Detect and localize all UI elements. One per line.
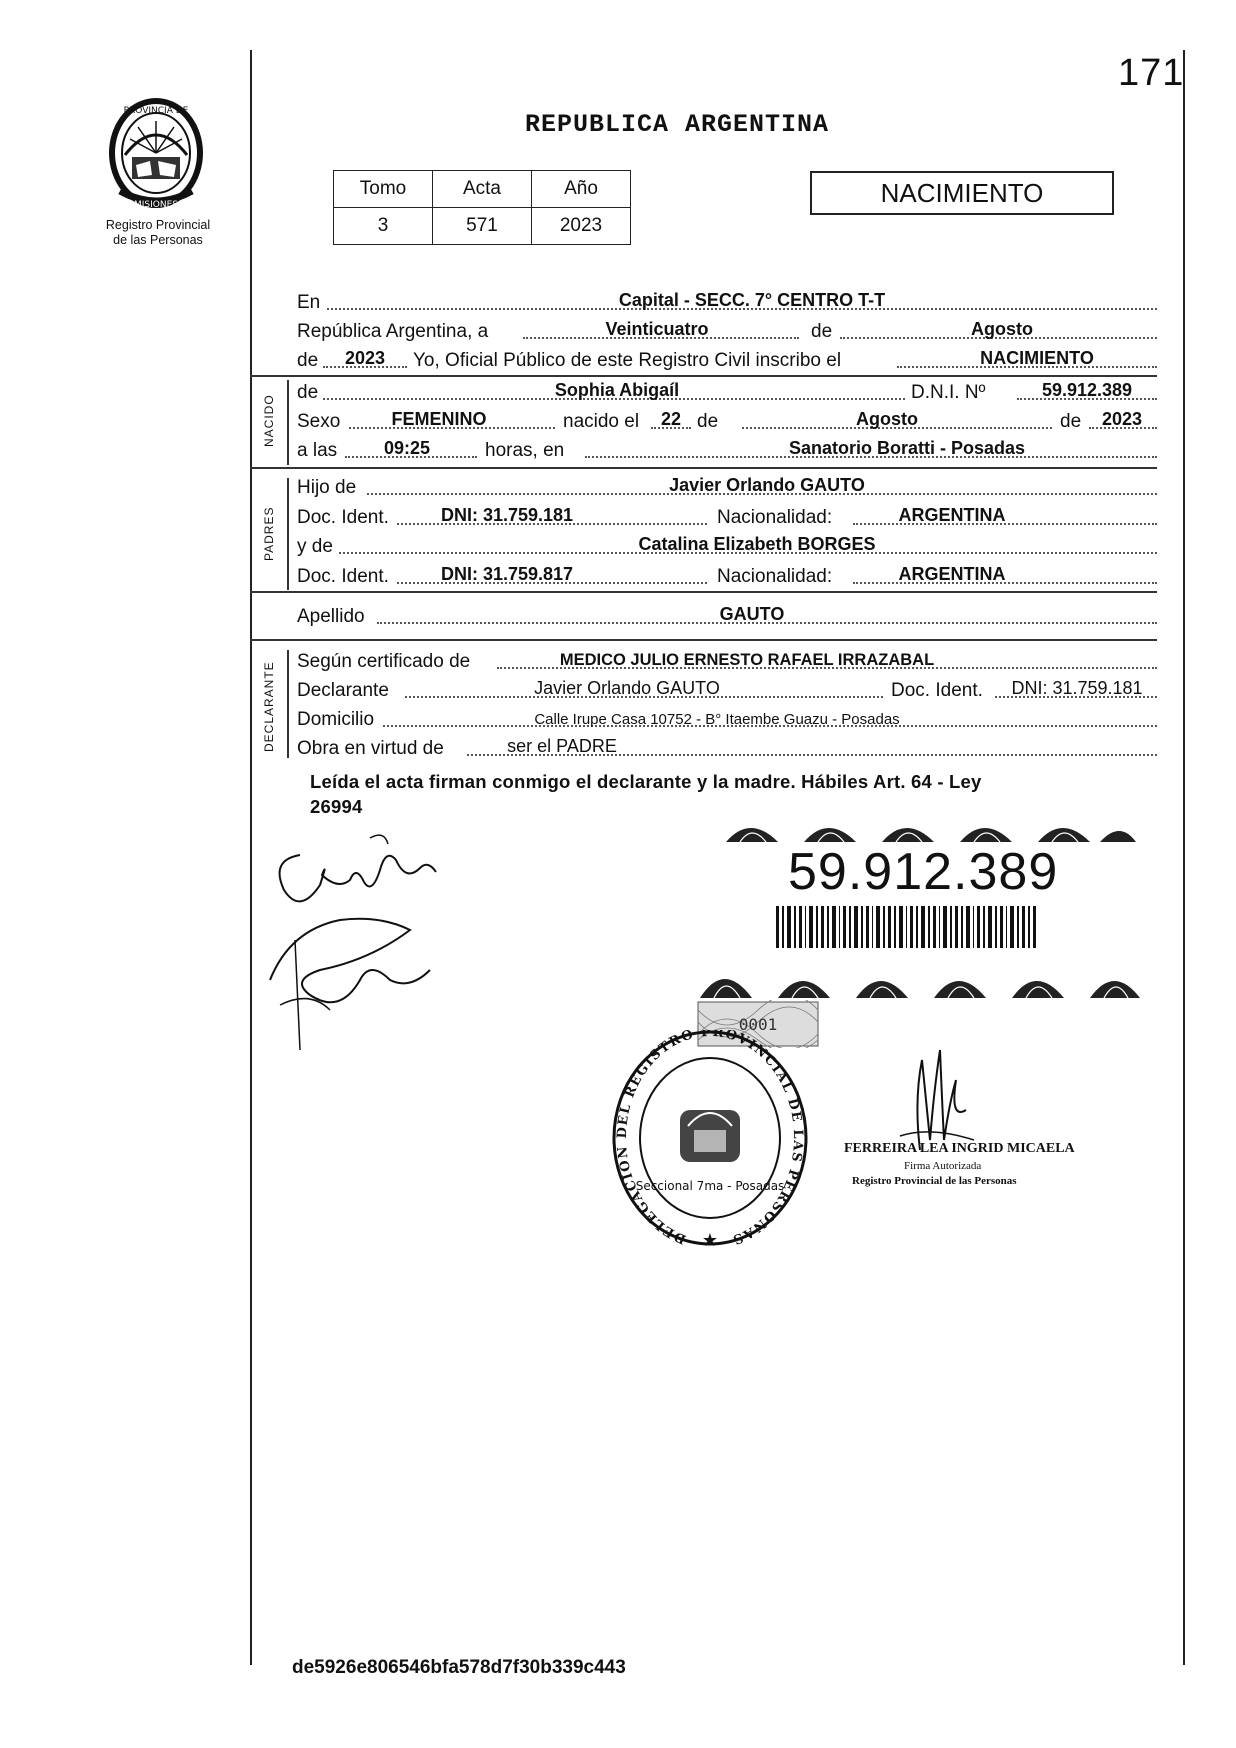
apellido-label: Apellido bbox=[297, 606, 365, 627]
birth-year: 2023 bbox=[1101, 409, 1143, 429]
seal-outer-text: DELEGACION DEL REGISTRO PROVINCIAL DE LAS PERSONAS bbox=[614, 1030, 806, 1248]
de-label-3: de bbox=[297, 382, 319, 403]
declarante-section-label: DECLARANTE bbox=[262, 661, 276, 752]
official-signature bbox=[880, 1040, 980, 1152]
seal-text-top: PROVINCIA DE bbox=[123, 106, 189, 116]
anio-value: 2023 bbox=[532, 208, 631, 245]
obra-label: Obra en virtud de bbox=[297, 738, 444, 759]
en-label: En bbox=[297, 292, 321, 313]
declarante-label: Declarante bbox=[297, 680, 389, 701]
row-padre-doc bbox=[297, 502, 1157, 532]
hijo-de-label: Hijo de bbox=[297, 477, 357, 498]
closing-text-line1: Leída el acta firman conmigo el declarante y la madre. Hábiles Art. 64 - Ley bbox=[310, 771, 982, 792]
sexo-label: Sexo bbox=[297, 411, 341, 432]
row-certificado bbox=[297, 646, 1157, 676]
event-value: NACIMIENTO bbox=[980, 348, 1094, 368]
row-madre-doc bbox=[297, 561, 1157, 591]
de-label-5: de bbox=[1060, 411, 1082, 432]
declarante-doc: DNI: 31.759.181 bbox=[1011, 678, 1143, 698]
divider bbox=[250, 467, 1157, 469]
section-bar bbox=[287, 380, 289, 465]
year-value: 2023 bbox=[344, 348, 386, 368]
padres-section-label: PADRES bbox=[262, 506, 276, 561]
document-title: REPUBLICA ARGENTINA bbox=[525, 110, 830, 139]
header-acta: Acta bbox=[433, 171, 532, 208]
place-value: Capital - SECC. 7° CENTRO T-T bbox=[618, 290, 886, 310]
guilloche-pattern-icon bbox=[700, 960, 1142, 1000]
mother-nationality: ARGENTINA bbox=[898, 564, 1006, 584]
left-margin-line bbox=[250, 50, 252, 1665]
registry-round-seal bbox=[610, 1030, 810, 1270]
de-label-2: de bbox=[297, 350, 319, 371]
security-number: 59.912.389 bbox=[788, 843, 1059, 901]
row-declarante bbox=[297, 675, 1157, 705]
reference-table bbox=[333, 170, 631, 245]
doc-ident-label-2: Doc. Ident. bbox=[297, 566, 389, 587]
doc-ident-label: Doc. Ident. bbox=[297, 507, 389, 528]
header-tomo: Tomo bbox=[334, 171, 433, 208]
day-value: Veinticuatro bbox=[605, 319, 709, 339]
security-pattern-top bbox=[700, 812, 1140, 846]
document-type: NACIMIENTO bbox=[810, 171, 1114, 215]
dni-label: D.N.I. Nº bbox=[911, 382, 986, 403]
row-apellido bbox=[297, 601, 1157, 631]
tomo-value: 3 bbox=[334, 208, 433, 245]
row-padre bbox=[297, 472, 1157, 502]
right-margin-line bbox=[1183, 50, 1185, 1665]
row-en bbox=[297, 287, 1157, 317]
father-name: Javier Orlando GAUTO bbox=[669, 475, 865, 495]
row-anio bbox=[297, 345, 1157, 375]
child-name: Sophia Abigaíl bbox=[554, 380, 680, 400]
seal-text-bottom: MISIONES bbox=[133, 200, 179, 210]
acta-value: 571 bbox=[433, 208, 532, 245]
nacido-el-label: nacido el bbox=[563, 411, 640, 432]
barcode-icon bbox=[776, 906, 1036, 948]
star-icon: ★ bbox=[701, 1230, 719, 1250]
de-label: de bbox=[811, 321, 833, 342]
row-nacido-nombre bbox=[297, 377, 1157, 407]
birth-month: Agosto bbox=[856, 409, 918, 429]
row-nacido-sexo bbox=[297, 406, 1157, 436]
divider bbox=[250, 639, 1157, 641]
row-nacido-hora bbox=[297, 435, 1157, 465]
security-barcode bbox=[776, 906, 1036, 948]
mother-name: Catalina Elizabeth BORGES bbox=[638, 534, 876, 554]
obra-value: ser el PADRE bbox=[507, 736, 617, 756]
registry-caption-line1: Registro Provincial bbox=[105, 218, 211, 232]
birth-place: Sanatorio Boratti - Posadas bbox=[788, 438, 1026, 458]
birth-day: 22 bbox=[660, 409, 682, 429]
country-label: República Argentina, a bbox=[297, 321, 489, 342]
provincia-de-misiones-seal-icon bbox=[100, 95, 212, 213]
official-role: Firma Autorizada bbox=[904, 1160, 982, 1172]
official-organization: Registro Provincial de las Personas bbox=[852, 1175, 1017, 1187]
birth-time: 09:25 bbox=[383, 438, 431, 458]
registry-caption-line2: de las Personas bbox=[113, 233, 203, 247]
month-value: Agosto bbox=[971, 319, 1033, 339]
round-seal-icon bbox=[610, 1030, 810, 1270]
mother-doc: DNI: 31.759.817 bbox=[440, 564, 574, 584]
page-number: 171 bbox=[1118, 52, 1185, 94]
registry-caption bbox=[88, 218, 228, 248]
apellido-value: GAUTO bbox=[719, 604, 785, 624]
doc-ident-label-3: Doc. Ident. bbox=[891, 680, 983, 701]
nacionalidad-label-2: Nacionalidad: bbox=[717, 566, 833, 587]
de-label-4: de bbox=[697, 411, 719, 432]
row-domicilio bbox=[297, 704, 1157, 734]
stamp-number: 0001 bbox=[738, 1015, 778, 1034]
declarante-signature bbox=[260, 820, 450, 1055]
security-pattern-bottom bbox=[700, 960, 1142, 1000]
certificado-value: MEDICO JULIO ERNESTO RAFAEL IRRAZABAL bbox=[559, 651, 935, 669]
row-fecha bbox=[297, 316, 1157, 346]
divider bbox=[250, 591, 1157, 593]
official-name: FERREIRA LEA INGRID MICAELA bbox=[844, 1141, 1075, 1156]
section-bar bbox=[287, 478, 289, 590]
y-de-label: y de bbox=[297, 536, 333, 557]
statement-text: Yo, Oficial Público de este Registro Civil inscribo el bbox=[413, 350, 842, 371]
father-nationality: ARGENTINA bbox=[898, 505, 1006, 525]
sexo-value: FEMENINO bbox=[391, 409, 487, 429]
a-las-label: a las bbox=[297, 440, 338, 461]
section-bar bbox=[287, 650, 289, 758]
domicilio-label: Domicilio bbox=[297, 709, 375, 730]
nacionalidad-label: Nacionalidad: bbox=[717, 507, 833, 528]
registry-logo bbox=[100, 95, 212, 213]
closing-text-line2: 26994 bbox=[310, 796, 363, 817]
horas-label: horas, en bbox=[485, 440, 565, 461]
domicilio-value: Calle Irupe Casa 10752 - B° Itaembe Guazu - Posadas bbox=[534, 711, 900, 728]
row-madre bbox=[297, 531, 1157, 561]
certificado-label: Según certificado de bbox=[297, 651, 471, 672]
row-obra bbox=[297, 733, 1157, 763]
father-doc: DNI: 31.759.181 bbox=[440, 505, 574, 525]
nacido-section-label: NACIDO bbox=[262, 394, 276, 447]
document-hash: de5926e806546bfa578d7f30b339c443 bbox=[292, 1657, 626, 1678]
guilloche-pattern-icon bbox=[700, 812, 1140, 846]
header-anio: Año bbox=[532, 171, 631, 208]
declarante-name: Javier Orlando GAUTO bbox=[534, 678, 720, 698]
seal-inner-text: Seccional 7ma - Posadas bbox=[635, 1179, 785, 1193]
child-dni: 59.912.389 bbox=[1041, 380, 1133, 400]
